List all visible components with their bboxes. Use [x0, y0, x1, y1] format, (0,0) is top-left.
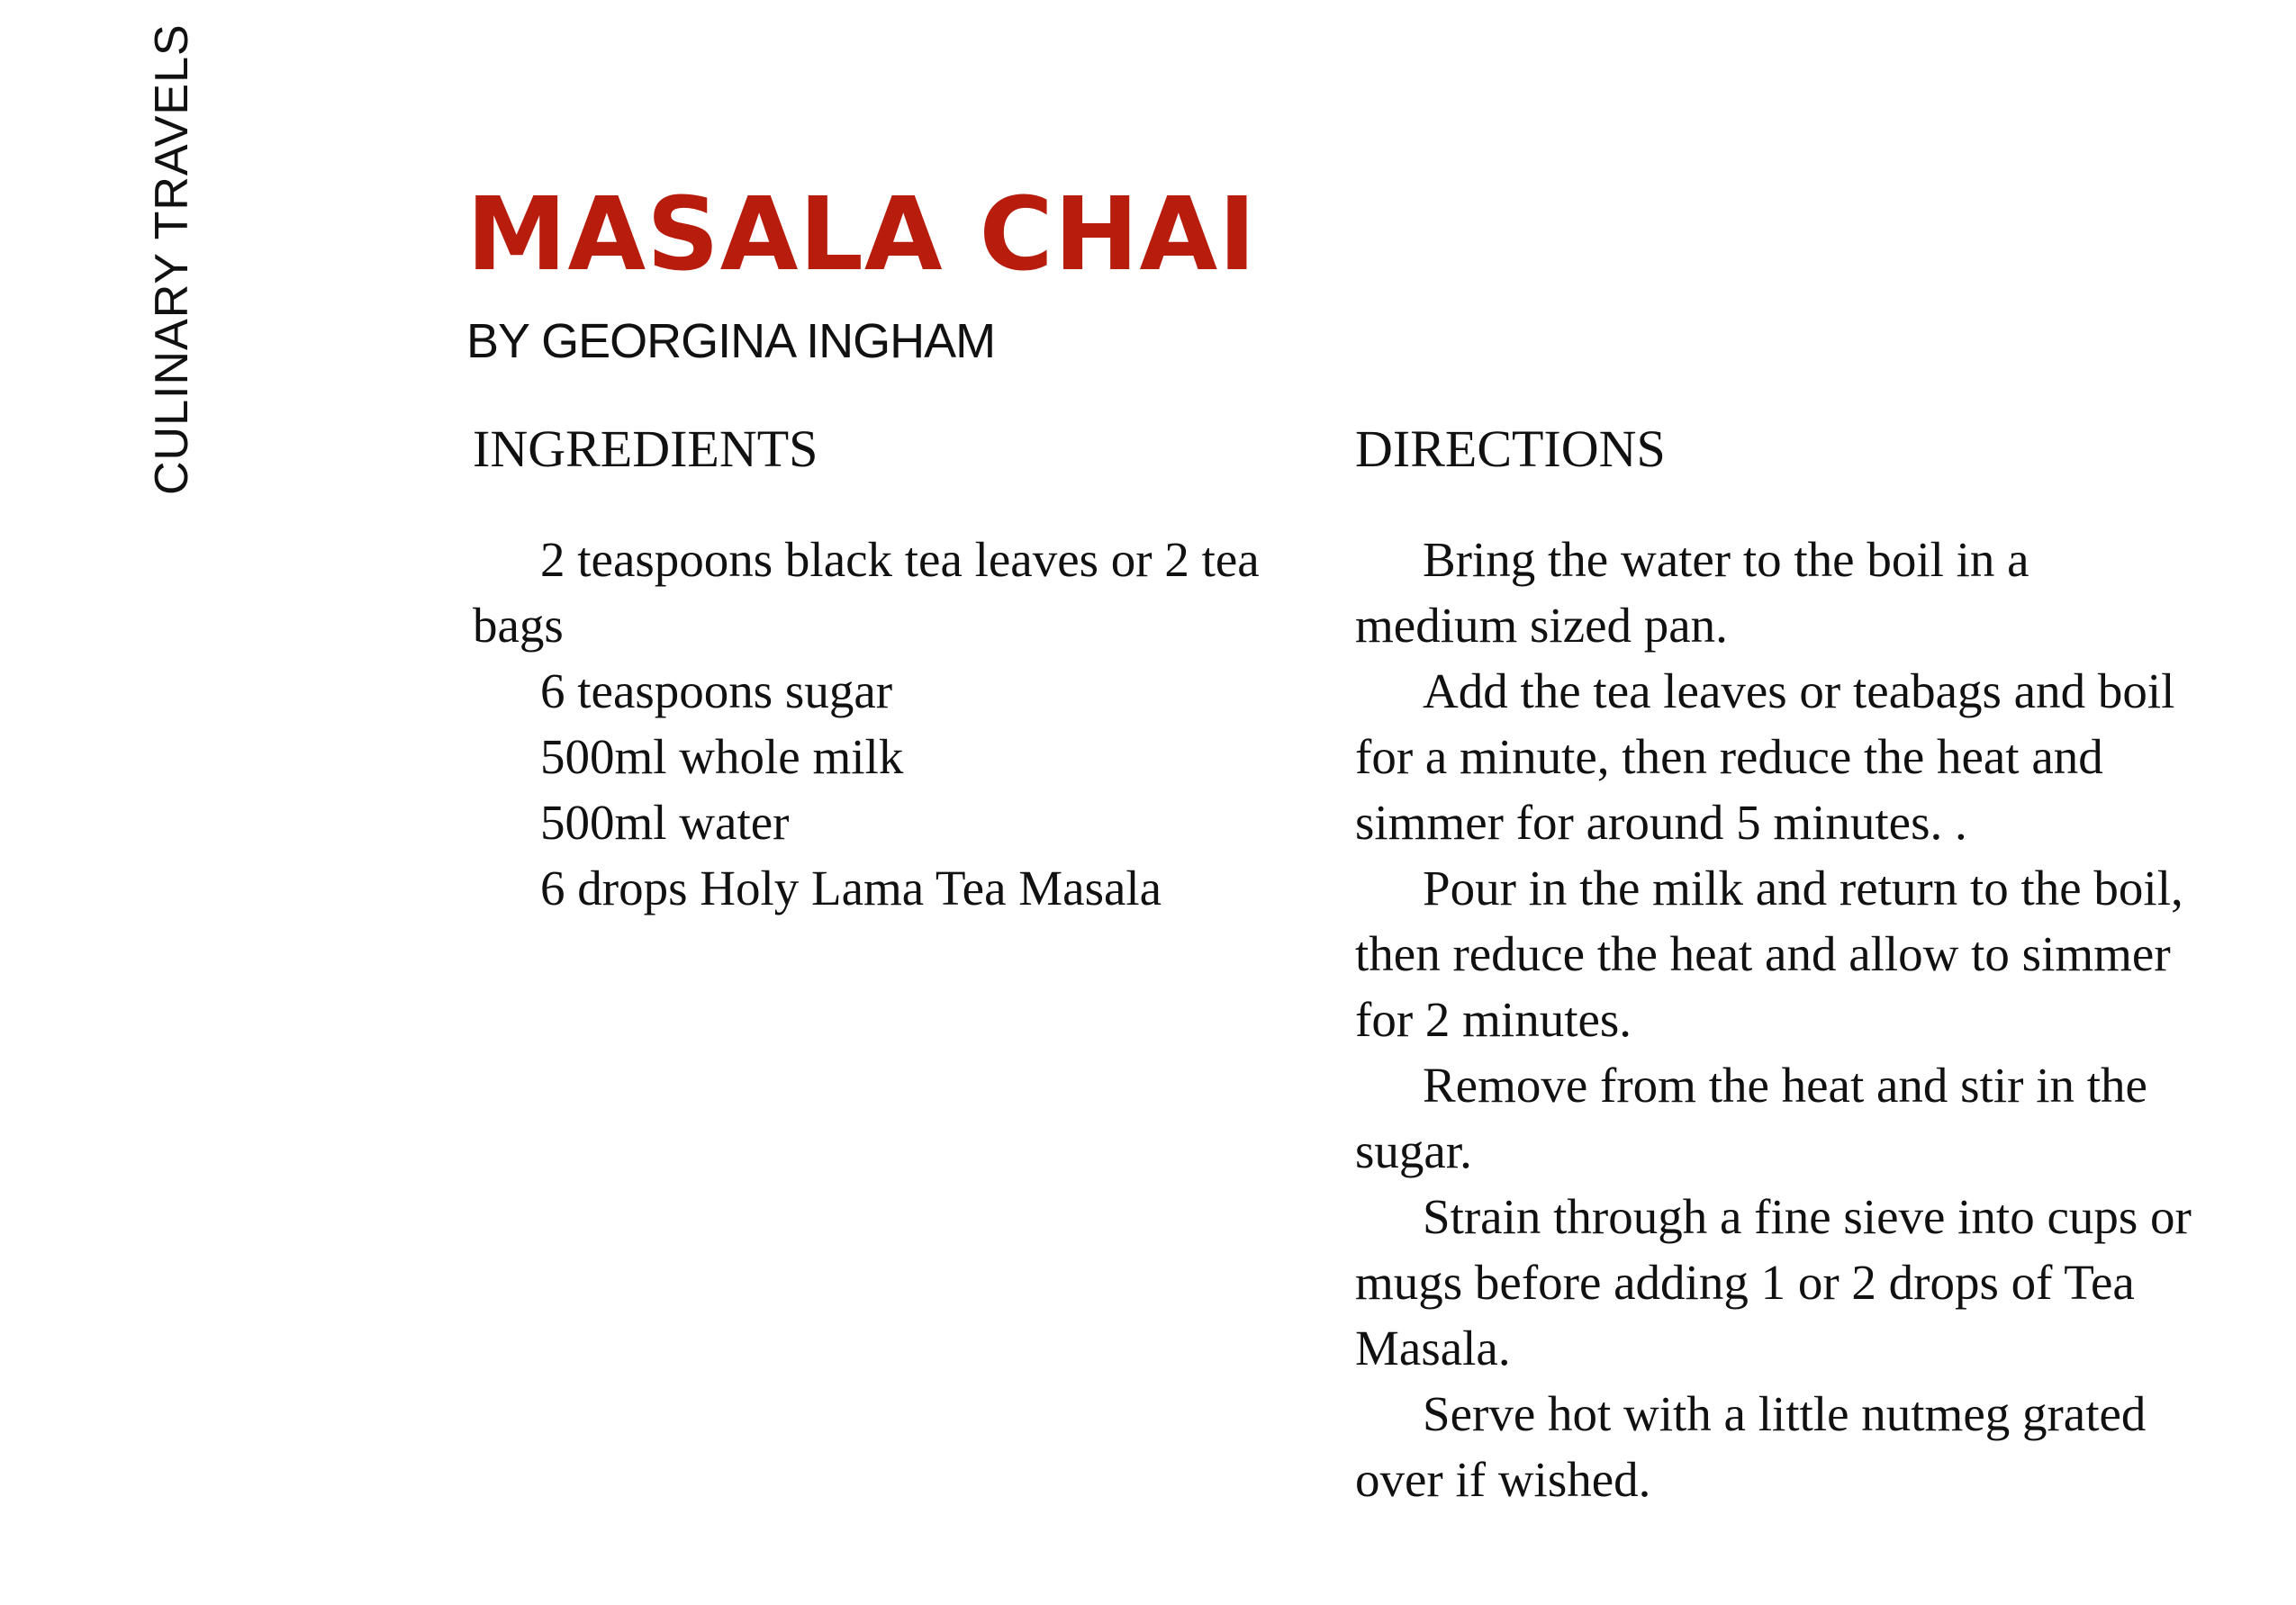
directions-column — [1355, 419, 2197, 1507]
author-byline: BY GEORGINA INGHAM — [466, 314, 996, 368]
directions-heading: DIRECTIONS — [1355, 419, 1666, 478]
ingredient-item: 500ml whole milk — [540, 729, 904, 784]
section-label: CULINARY TRAVELS — [146, 23, 198, 495]
recipe-title: MASALA CHAI — [466, 176, 1257, 293]
ingredients-heading: INGREDIENTS — [473, 419, 818, 478]
ingredient-item: 2 teaspoons black tea leaves or 2 tea bags — [473, 532, 1260, 653]
ingredient-item: 6 drops Holy Lama Tea Masala — [540, 861, 1162, 915]
direction-step: Pour in the milk and return to the boil, then reduce the heat and allow to simmer for 2 minutes. — [1355, 861, 2183, 1047]
ingredients-column — [473, 419, 1265, 915]
directions-list — [1355, 527, 2197, 1512]
direction-step: Bring the water to the boil in a medium sized pan. — [1355, 532, 2029, 653]
ingredients-list — [473, 527, 1265, 921]
direction-step: Serve hot with a little nutmeg grated over if wished. — [1355, 1386, 2147, 1507]
ingredient-item: 500ml water — [540, 795, 790, 850]
direction-step: Remove from the heat and stir in the sugar. — [1355, 1058, 2147, 1178]
direction-step: Strain through a fine sieve into cups or mugs before adding 1 or 2 drops of Tea Masala. — [1355, 1189, 2192, 1375]
direction-step: Add the tea leaves or teabags and boil for a minute, then reduce the heat and simmer for around 5 minutes. . — [1355, 663, 2175, 850]
ingredient-item: 6 teaspoons sugar — [540, 663, 893, 718]
